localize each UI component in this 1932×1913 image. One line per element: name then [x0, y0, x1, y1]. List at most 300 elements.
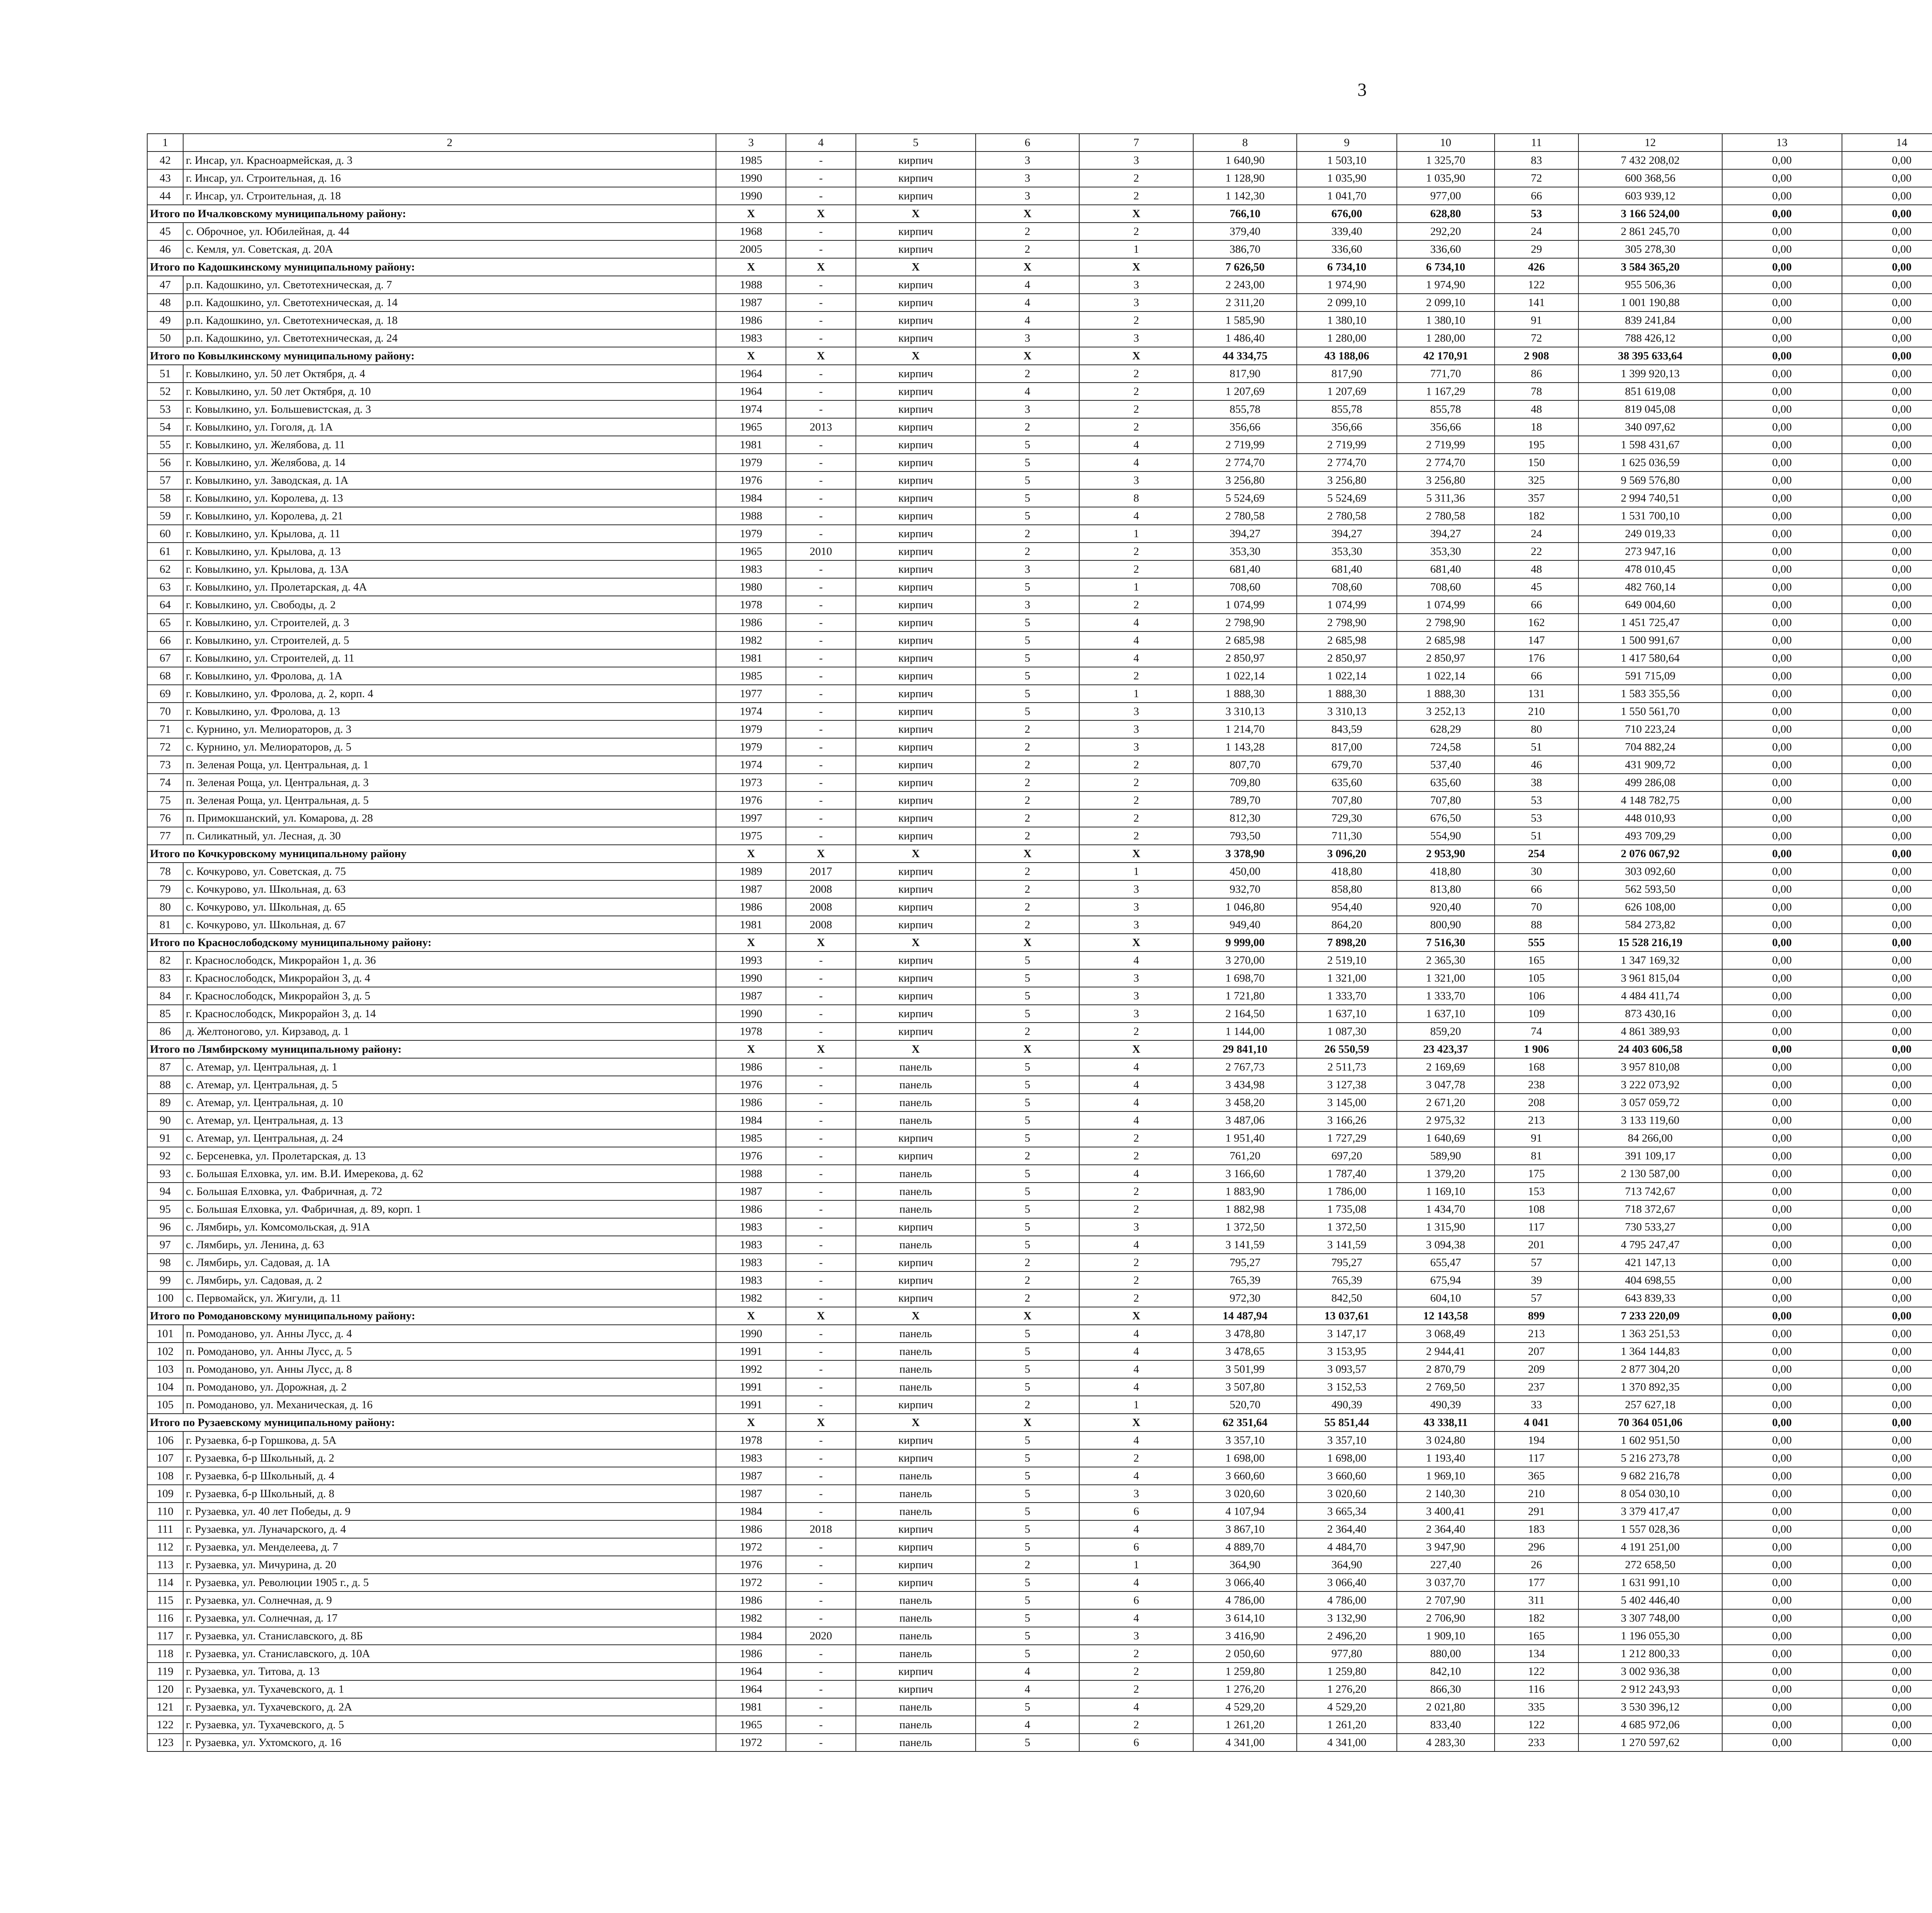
table-cell: 635,60	[1397, 774, 1495, 791]
table-cell: 4	[1079, 436, 1193, 454]
table-cell: кирпич	[856, 578, 976, 596]
table-cell: 2 365,30	[1397, 951, 1495, 969]
table-cell: -	[786, 791, 856, 809]
address-cell: г. Ковылкино, ул. Заводская, д. 1А	[183, 471, 716, 489]
subtotal-cell: 38 395 633,64	[1578, 347, 1722, 365]
table-cell: кирпич	[856, 685, 976, 703]
table-cell: 0,00	[1842, 1111, 1932, 1129]
table-cell: 0,00	[1842, 1271, 1932, 1289]
table-cell: кирпич	[856, 1023, 976, 1040]
table-cell: 117	[1495, 1218, 1578, 1236]
table-cell: 2	[1079, 383, 1193, 400]
table-cell: 4	[976, 311, 1080, 329]
table-cell: -	[786, 223, 856, 240]
table-cell: 5 402 446,40	[1578, 1591, 1722, 1609]
table-cell: 58	[147, 489, 183, 507]
table-cell: 2008	[786, 898, 856, 916]
table-cell: 5	[976, 951, 1080, 969]
table-cell: 1	[1079, 685, 1193, 703]
table-cell: 5	[976, 1591, 1080, 1609]
table-cell: 2 140,30	[1397, 1485, 1495, 1503]
table-cell: кирпич	[856, 187, 976, 205]
table-cell: 1981	[716, 649, 786, 667]
table-cell: 5	[976, 667, 1080, 685]
table-row	[147, 471, 1932, 489]
table-cell: 0,00	[1722, 1183, 1842, 1200]
table-cell: 1 022,14	[1193, 667, 1297, 685]
table-cell: 336,60	[1397, 240, 1495, 258]
table-cell: 817,90	[1297, 365, 1396, 383]
table-cell: 82	[147, 951, 183, 969]
subtotal-cell: X	[786, 845, 856, 863]
table-cell: 1 380,10	[1397, 311, 1495, 329]
subtotal-cell: 0,00	[1842, 1414, 1932, 1431]
table-cell: 5	[976, 1520, 1080, 1538]
table-cell: 0,00	[1842, 756, 1932, 774]
table-cell: 54	[147, 418, 183, 436]
table-cell: 2	[1079, 1680, 1193, 1698]
table-cell: 59	[147, 507, 183, 525]
subtotal-row	[147, 205, 1932, 223]
table-cell: 2	[976, 543, 1080, 560]
subtotal-cell: X	[856, 1040, 976, 1058]
subtotal-cell: 70 364 051,06	[1578, 1414, 1722, 1431]
table-cell: 0,00	[1722, 898, 1842, 916]
table-cell: 2 767,73	[1193, 1058, 1297, 1076]
table-cell: 51	[147, 365, 183, 383]
table-cell: 3 307 748,00	[1578, 1609, 1722, 1627]
table-cell: 1982	[716, 631, 786, 649]
table-cell: 520,70	[1193, 1396, 1297, 1414]
table-cell: 0,00	[1842, 294, 1932, 311]
table-cell: 0,00	[1722, 489, 1842, 507]
table-cell: кирпич	[856, 1431, 976, 1449]
column-number-cell: 14	[1842, 134, 1932, 151]
table-cell: 1 315,90	[1397, 1218, 1495, 1236]
table-cell: 118	[147, 1645, 183, 1663]
table-cell: 0,00	[1842, 1467, 1932, 1485]
table-cell: 3	[976, 400, 1080, 418]
table-cell: 3 145,00	[1297, 1094, 1396, 1111]
table-row	[147, 400, 1932, 418]
table-cell: 1986	[716, 1591, 786, 1609]
table-row	[147, 631, 1932, 649]
table-cell: 273 947,16	[1578, 543, 1722, 560]
address-cell: д. Желтоногово, ул. Кирзавод, д. 1	[183, 1023, 716, 1040]
table-cell: 0,00	[1722, 1431, 1842, 1449]
table-row	[147, 1591, 1932, 1609]
table-cell: 195	[1495, 436, 1578, 454]
table-cell: 448 010,93	[1578, 809, 1722, 827]
table-cell: -	[786, 1716, 856, 1734]
table-cell: 589,90	[1397, 1147, 1495, 1165]
table-cell: кирпич	[856, 507, 976, 525]
table-cell: 1 207,69	[1297, 383, 1396, 400]
table-row	[147, 880, 1932, 898]
table-cell: 1987	[716, 880, 786, 898]
table-cell: 855,78	[1397, 400, 1495, 418]
table-cell: 2	[1079, 1716, 1193, 1734]
table-cell: 122	[1495, 276, 1578, 294]
table-cell: 2	[1079, 1289, 1193, 1307]
table-cell: 5	[976, 1431, 1080, 1449]
table-cell: 1 364 144,83	[1578, 1343, 1722, 1360]
table-cell: 1 087,30	[1297, 1023, 1396, 1040]
table-row	[147, 489, 1932, 507]
table-cell: 3 147,17	[1297, 1325, 1396, 1343]
table-cell: 0,00	[1722, 951, 1842, 969]
table-cell: 0,00	[1722, 1716, 1842, 1734]
table-cell: 2	[1079, 365, 1193, 383]
table-cell: кирпич	[856, 418, 976, 436]
address-cell: г. Ковылкино, ул. Крылова, д. 13	[183, 543, 716, 560]
table-cell: 84 266,00	[1578, 1129, 1722, 1147]
table-cell: 655,47	[1397, 1254, 1495, 1271]
table-cell: 3	[1079, 471, 1193, 489]
address-cell: г. Ковылкино, ул. Желябова, д. 11	[183, 436, 716, 454]
table-cell: 249 019,33	[1578, 525, 1722, 543]
table-cell: 1997	[716, 809, 786, 827]
table-cell: 24	[1495, 223, 1578, 240]
table-row	[147, 1254, 1932, 1271]
table-cell: 4 107,94	[1193, 1503, 1297, 1520]
table-cell: 165	[1495, 1627, 1578, 1645]
table-cell: 708,60	[1397, 578, 1495, 596]
table-cell: 69	[147, 685, 183, 703]
subtotal-cell: X	[1079, 1040, 1193, 1058]
table-cell: 119	[147, 1663, 183, 1680]
table-cell: 1 451 725,47	[1578, 614, 1722, 631]
address-cell: г. Краснослободск, Микрорайон 3, д. 5	[183, 987, 716, 1005]
table-cell: 1990	[716, 187, 786, 205]
table-cell: 5	[976, 471, 1080, 489]
table-cell: 24	[1495, 525, 1578, 543]
table-cell: 0,00	[1842, 827, 1932, 845]
table-cell: 89	[147, 1094, 183, 1111]
table-cell: 5	[976, 1218, 1080, 1236]
table-cell: 864,20	[1297, 916, 1396, 934]
table-cell: 364,90	[1193, 1556, 1297, 1574]
subtotal-cell: 254	[1495, 845, 1578, 863]
table-cell: 562 593,50	[1578, 880, 1722, 898]
table-cell: 4	[1079, 1467, 1193, 1485]
table-cell: 66	[1495, 667, 1578, 685]
table-cell: 0,00	[1842, 649, 1932, 667]
table-cell: 2	[1079, 187, 1193, 205]
table-cell: 1984	[716, 1503, 786, 1520]
table-cell: 880,00	[1397, 1645, 1495, 1663]
table-cell: 108	[147, 1467, 183, 1485]
table-cell: -	[786, 614, 856, 631]
table-cell: 311	[1495, 1591, 1578, 1609]
table-cell: 5	[976, 1467, 1080, 1485]
subtotal-cell: 3 096,20	[1297, 845, 1396, 863]
table-cell: панель	[856, 1058, 976, 1076]
table-cell: -	[786, 1467, 856, 1485]
table-cell: 0,00	[1842, 276, 1932, 294]
table-row	[147, 383, 1932, 400]
table-cell: 2	[976, 916, 1080, 934]
address-cell: п. Зеленая Роща, ул. Центральная, д. 5	[183, 791, 716, 809]
subtotal-cell: 42 170,91	[1397, 347, 1495, 365]
table-cell: 2 780,58	[1297, 507, 1396, 525]
table-cell: 0,00	[1842, 1183, 1932, 1200]
address-cell: г. Рузаевка, б-р Школьный, д. 2	[183, 1449, 716, 1467]
table-cell: панель	[856, 1343, 976, 1360]
address-cell: г. Рузаевка, ул. Солнечная, д. 9	[183, 1591, 716, 1609]
table-cell: 0,00	[1842, 311, 1932, 329]
subtotal-label: Итого по Ичалковскому муниципальному району:	[147, 205, 716, 223]
table-cell: 1 035,90	[1397, 169, 1495, 187]
address-cell: с. Атемар, ул. Центральная, д. 13	[183, 1111, 716, 1129]
table-cell: 78	[1495, 383, 1578, 400]
table-row	[147, 1183, 1932, 1200]
table-cell: 0,00	[1842, 898, 1932, 916]
table-cell: 482 760,14	[1578, 578, 1722, 596]
subtotal-cell: X	[786, 934, 856, 951]
table-cell: 147	[1495, 631, 1578, 649]
table-cell: 0,00	[1722, 863, 1842, 880]
table-cell: 1 969,10	[1397, 1467, 1495, 1485]
address-cell: г. Инсар, ул. Строительная, д. 16	[183, 169, 716, 187]
subtotal-cell: 7 898,20	[1297, 934, 1396, 951]
address-cell: с. Лямбирь, ул. Садовая, д. 2	[183, 1271, 716, 1289]
table-row	[147, 1609, 1932, 1627]
table-cell: 272 658,50	[1578, 1556, 1722, 1574]
table-cell: 1976	[716, 1147, 786, 1165]
table-cell: 5 216 273,78	[1578, 1449, 1722, 1467]
table-row	[147, 720, 1932, 738]
table-cell: кирпич	[856, 276, 976, 294]
table-cell: кирпич	[856, 880, 976, 898]
table-cell: кирпич	[856, 649, 976, 667]
subtotal-cell: 0,00	[1722, 934, 1842, 951]
table-cell: 1984	[716, 1111, 786, 1129]
table-cell: 4 191 251,00	[1578, 1538, 1722, 1556]
table-cell: 5	[976, 1378, 1080, 1396]
table-cell: 955 506,36	[1578, 276, 1722, 294]
table-cell: 62	[147, 560, 183, 578]
subtotal-row	[147, 845, 1932, 863]
table-row	[147, 1023, 1932, 1040]
table-cell: кирпич	[856, 791, 976, 809]
table-cell: 697,20	[1297, 1147, 1396, 1165]
table-cell: 2 685,98	[1397, 631, 1495, 649]
subtotal-cell: 0,00	[1842, 205, 1932, 223]
table-cell: 356,66	[1193, 418, 1297, 436]
table-cell: 2	[976, 1396, 1080, 1414]
table-cell: 0,00	[1722, 774, 1842, 791]
table-cell: 788 426,12	[1578, 329, 1722, 347]
table-cell: 120	[147, 1680, 183, 1698]
table-cell: 109	[147, 1485, 183, 1503]
address-cell: г. Рузаевка, ул. Ухтомского, д. 16	[183, 1734, 716, 1751]
table-cell: 4	[1079, 631, 1193, 649]
table-cell: 5 311,36	[1397, 489, 1495, 507]
table-cell: -	[786, 1663, 856, 1680]
table-cell: 0,00	[1842, 596, 1932, 614]
table-cell: 1 035,90	[1297, 169, 1396, 187]
table-cell: 1984	[716, 489, 786, 507]
table-row	[147, 1627, 1932, 1645]
subtotal-cell: 9 999,00	[1193, 934, 1297, 951]
table-cell: 0,00	[1842, 489, 1932, 507]
address-cell: п. Силикатный, ул. Лесная, д. 30	[183, 827, 716, 845]
table-cell: 123	[147, 1734, 183, 1751]
table-cell: 66	[1495, 596, 1578, 614]
table-cell: 0,00	[1842, 1663, 1932, 1680]
table-cell: 75	[147, 791, 183, 809]
table-cell: 1 640,69	[1397, 1129, 1495, 1147]
table-cell: 1983	[716, 560, 786, 578]
table-row	[147, 454, 1932, 471]
table-cell: 855,78	[1193, 400, 1297, 418]
table-row	[147, 1058, 1932, 1076]
table-cell: 0,00	[1722, 240, 1842, 258]
table-cell: 0,00	[1722, 791, 1842, 809]
table-cell: 111	[147, 1520, 183, 1538]
table-cell: 4	[1079, 1360, 1193, 1378]
table-cell: 4	[976, 1716, 1080, 1734]
table-cell: 116	[1495, 1680, 1578, 1698]
table-cell: 109	[1495, 1005, 1578, 1023]
table-cell: 194	[1495, 1431, 1578, 1449]
table-cell: 0,00	[1842, 863, 1932, 880]
table-cell: 859,20	[1397, 1023, 1495, 1040]
table-cell: кирпич	[856, 987, 976, 1005]
table-cell: 3 141,59	[1193, 1236, 1297, 1254]
table-cell: 115	[147, 1591, 183, 1609]
table-cell: 104	[147, 1378, 183, 1396]
table-row	[147, 1289, 1932, 1307]
table-cell: -	[786, 329, 856, 347]
table-cell: 1 625 036,59	[1578, 454, 1722, 471]
subtotal-cell: 0,00	[1722, 1040, 1842, 1058]
table-cell: 0,00	[1842, 1716, 1932, 1734]
column-number-cell: 5	[856, 134, 976, 151]
table-cell: 843,59	[1297, 720, 1396, 738]
table-cell: 0,00	[1722, 809, 1842, 827]
table-cell: 2	[1079, 1147, 1193, 1165]
table-cell: -	[786, 1449, 856, 1467]
table-cell: -	[786, 489, 856, 507]
subtotal-cell: 7 233 220,09	[1578, 1307, 1722, 1325]
table-cell: 2 850,97	[1297, 649, 1396, 667]
table-cell: кирпич	[856, 1538, 976, 1556]
table-cell: -	[786, 240, 856, 258]
table-cell: -	[786, 987, 856, 1005]
address-cell: г. Рузаевка, б-р Школьный, д. 8	[183, 1485, 716, 1503]
table-cell: 795,27	[1297, 1254, 1396, 1271]
table-row	[147, 187, 1932, 205]
table-row	[147, 1716, 1932, 1734]
table-cell: 86	[147, 1023, 183, 1040]
table-cell: 3	[1079, 1005, 1193, 1023]
table-cell: 209	[1495, 1360, 1578, 1378]
table-cell: 0,00	[1842, 916, 1932, 934]
subtotal-cell: 62 351,64	[1193, 1414, 1297, 1431]
table-cell: 1983	[716, 1236, 786, 1254]
table-cell: 4 786,00	[1193, 1591, 1297, 1609]
table-cell: 208	[1495, 1094, 1578, 1111]
table-cell: 80	[147, 898, 183, 916]
table-row	[147, 1538, 1932, 1556]
table-cell: 0,00	[1842, 1058, 1932, 1076]
table-cell: 0,00	[1722, 1076, 1842, 1094]
column-number-cell: 2	[183, 134, 716, 151]
table-cell: 3 665,34	[1297, 1503, 1396, 1520]
table-cell: -	[786, 311, 856, 329]
table-cell: 2	[976, 240, 1080, 258]
table-cell: 0,00	[1722, 1734, 1842, 1751]
table-cell: 3 957 810,08	[1578, 1058, 1722, 1076]
table-cell: 2 311,20	[1193, 294, 1297, 311]
table-cell: 339,40	[1297, 223, 1396, 240]
table-row	[147, 1236, 1932, 1254]
table-cell: кирпич	[856, 720, 976, 738]
table-row	[147, 596, 1932, 614]
address-cell: с. Кочкурово, ул. Школьная, д. 65	[183, 898, 716, 916]
address-cell: г. Ковылкино, ул. Фролова, д. 13	[183, 703, 716, 720]
address-cell: п. Ромоданово, ул. Механическая, д. 16	[183, 1396, 716, 1414]
address-cell: с. Кемля, ул. Советская, д. 20А	[183, 240, 716, 258]
table-cell: 8	[1079, 489, 1193, 507]
table-cell: 2	[976, 1023, 1080, 1040]
table-cell: 2	[976, 1271, 1080, 1289]
table-row	[147, 667, 1932, 685]
address-cell: г. Рузаевка, б-р Школьный, д. 4	[183, 1467, 716, 1485]
table-cell: 795,27	[1193, 1254, 1297, 1271]
table-cell: 106	[147, 1431, 183, 1449]
table-cell: 391 109,17	[1578, 1147, 1722, 1165]
table-cell: кирпич	[856, 240, 976, 258]
table-cell: 3	[1079, 1218, 1193, 1236]
table-cell: 3 256,80	[1397, 471, 1495, 489]
table-cell: кирпич	[856, 1129, 976, 1147]
subtotal-cell: X	[716, 205, 786, 223]
table-cell: 4	[1079, 1431, 1193, 1449]
table-row	[147, 614, 1932, 631]
table-cell: 1 882,98	[1193, 1200, 1297, 1218]
table-row	[147, 1431, 1932, 1449]
table-cell: 3	[1079, 1485, 1193, 1503]
table-cell: 66	[147, 631, 183, 649]
table-cell: 5	[976, 1129, 1080, 1147]
table-cell: 0,00	[1842, 383, 1932, 400]
table-cell: -	[786, 969, 856, 987]
table-cell: 5	[976, 1165, 1080, 1183]
table-cell: 0,00	[1722, 1627, 1842, 1645]
table-cell: 1 974,90	[1397, 276, 1495, 294]
address-cell: г. Рузаевка, ул. Менделеева, д. 7	[183, 1538, 716, 1556]
table-cell: 0,00	[1842, 1520, 1932, 1538]
table-cell: 6	[1079, 1503, 1193, 1520]
address-cell: г. Рузаевка, ул. Луначарского, д. 4	[183, 1520, 716, 1538]
table-cell: -	[786, 1058, 856, 1076]
table-cell: 134	[1495, 1645, 1578, 1663]
table-cell: -	[786, 1094, 856, 1111]
table-cell: 0,00	[1722, 1254, 1842, 1271]
table-cell: 1 074,99	[1193, 596, 1297, 614]
table-cell: кирпич	[856, 631, 976, 649]
table-cell: 3 024,80	[1397, 1431, 1495, 1449]
table-cell: кирпич	[856, 667, 976, 685]
table-cell: 681,40	[1297, 560, 1396, 578]
table-cell: 0,00	[1722, 187, 1842, 205]
table-cell: 1 531 700,10	[1578, 507, 1722, 525]
table-cell: -	[786, 951, 856, 969]
table-cell: 53	[1495, 791, 1578, 809]
